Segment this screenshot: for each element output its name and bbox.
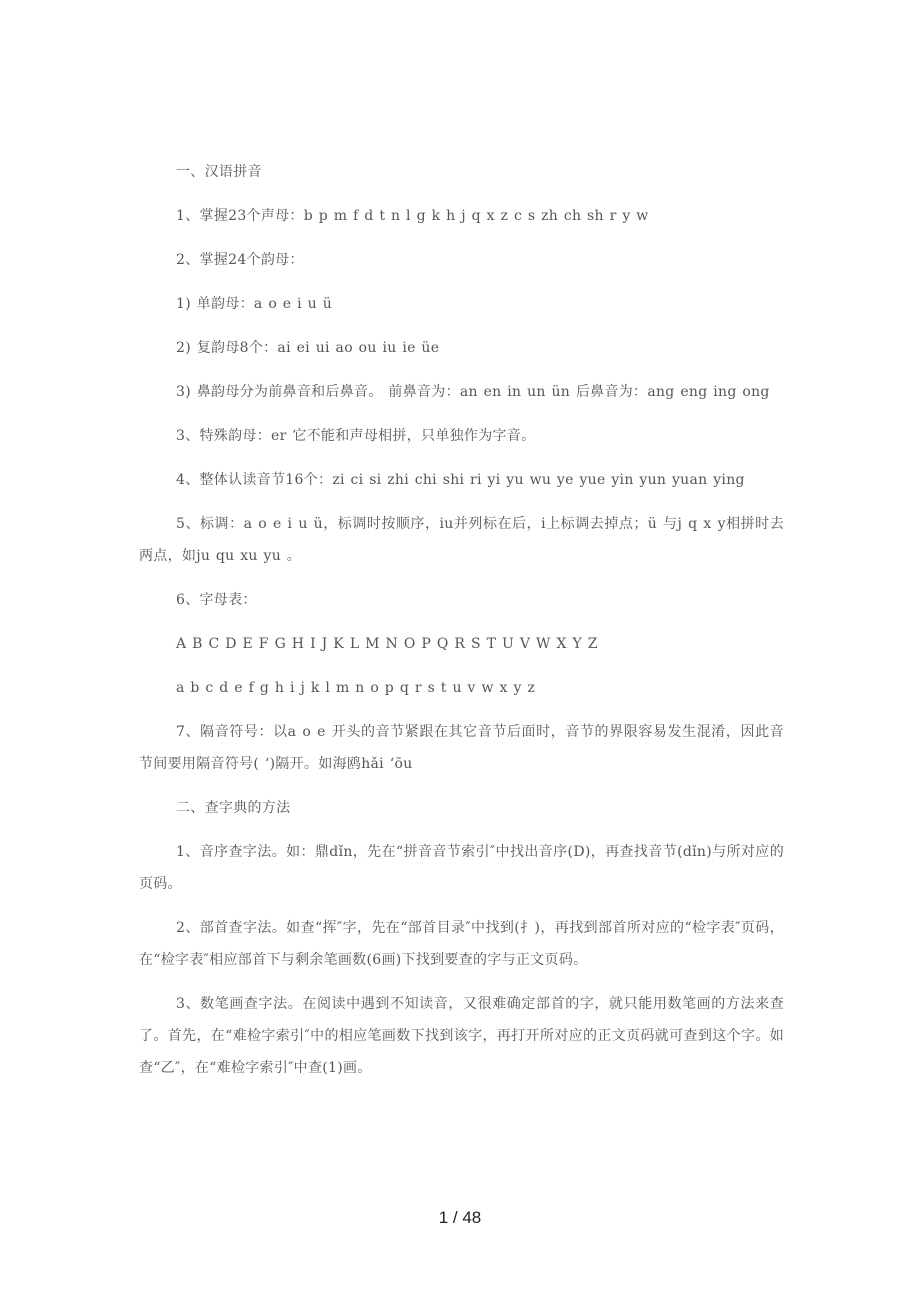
alphabet-uppercase: A B C D E F G H I J K L M N O P Q R S T U V W X Y Z	[176, 636, 598, 652]
paragraph: 1、掌握23个声母：b p m f d t n l g k h j q x z c s zh ch sh r y w	[176, 208, 649, 224]
paragraph: 2) 复韵母8个：ai ei ui ao ou iu ie üe	[176, 340, 440, 356]
document-body	[139, 156, 784, 1096]
alphabet-lowercase: a b c d e f g h i j k l m n o p q r s t u v w x y z	[176, 680, 536, 696]
paragraph: 7、隔音符号：以a o e 开头的音节紧跟在其它音节后面时，音节的界限容易发生混淆，因此音节间要用隔音符号( ‘)隔开。如海鸥hǎi ‘ōu	[139, 724, 784, 772]
section-heading: 二、查字典的方法	[176, 800, 291, 816]
paragraph: 2、部首查字法。如查“挥″字，先在“部首目录″中找到(扌)，再找到部首所对应的“检字表″页码，在“检字表″相应部首下与剩余笔画数(6画)下找到要查的字与正文页码。	[139, 920, 784, 968]
paragraph: 4、整体认读音节16个：zi ci si zhi chi shi ri yi yu wu ye yue yin yun yuan ying	[176, 472, 745, 488]
section-heading: 一、汉语拼音	[176, 164, 262, 180]
paragraph: 1) 单韵母：a o e i u ü	[176, 296, 333, 312]
paragraph: 2、掌握24个韵母：	[176, 252, 304, 268]
paragraph: 3、数笔画查字法。在阅读中遇到不知读音，又很难确定部首的字，就只能用数笔画的方法来查了。首先，在“难检字索引″中的相应笔画数下找到该字，再打开所对应的正文页码就可查到这个字。如查“乙″，在“难检字索引″中查(1)画。	[139, 996, 784, 1076]
paragraph: 1、音序查字法。如：鼎dǐn，先在“拼音音节索引″中找出音序(D)，再查找音节(dǐn)与所对应的页码。	[139, 844, 784, 892]
paragraph: 3) 鼻韵母分为前鼻音和后鼻音。 前鼻音为：an en in un ün 后鼻音为：ang eng ing ong	[176, 384, 770, 400]
paragraph: 3、特殊韵母：er 它不能和声母相拼，只单独作为字音。	[176, 428, 536, 444]
page-indicator: 1 / 48	[438, 1208, 482, 1227]
paragraph: 6、字母表：	[176, 592, 257, 608]
paragraph: 5、标调：a o e i u ü，标调时按顺序，iu并列标在后，i上标调去掉点；ü 与j q x y相拼时去两点，如ju qu xu yu 。	[139, 516, 784, 564]
